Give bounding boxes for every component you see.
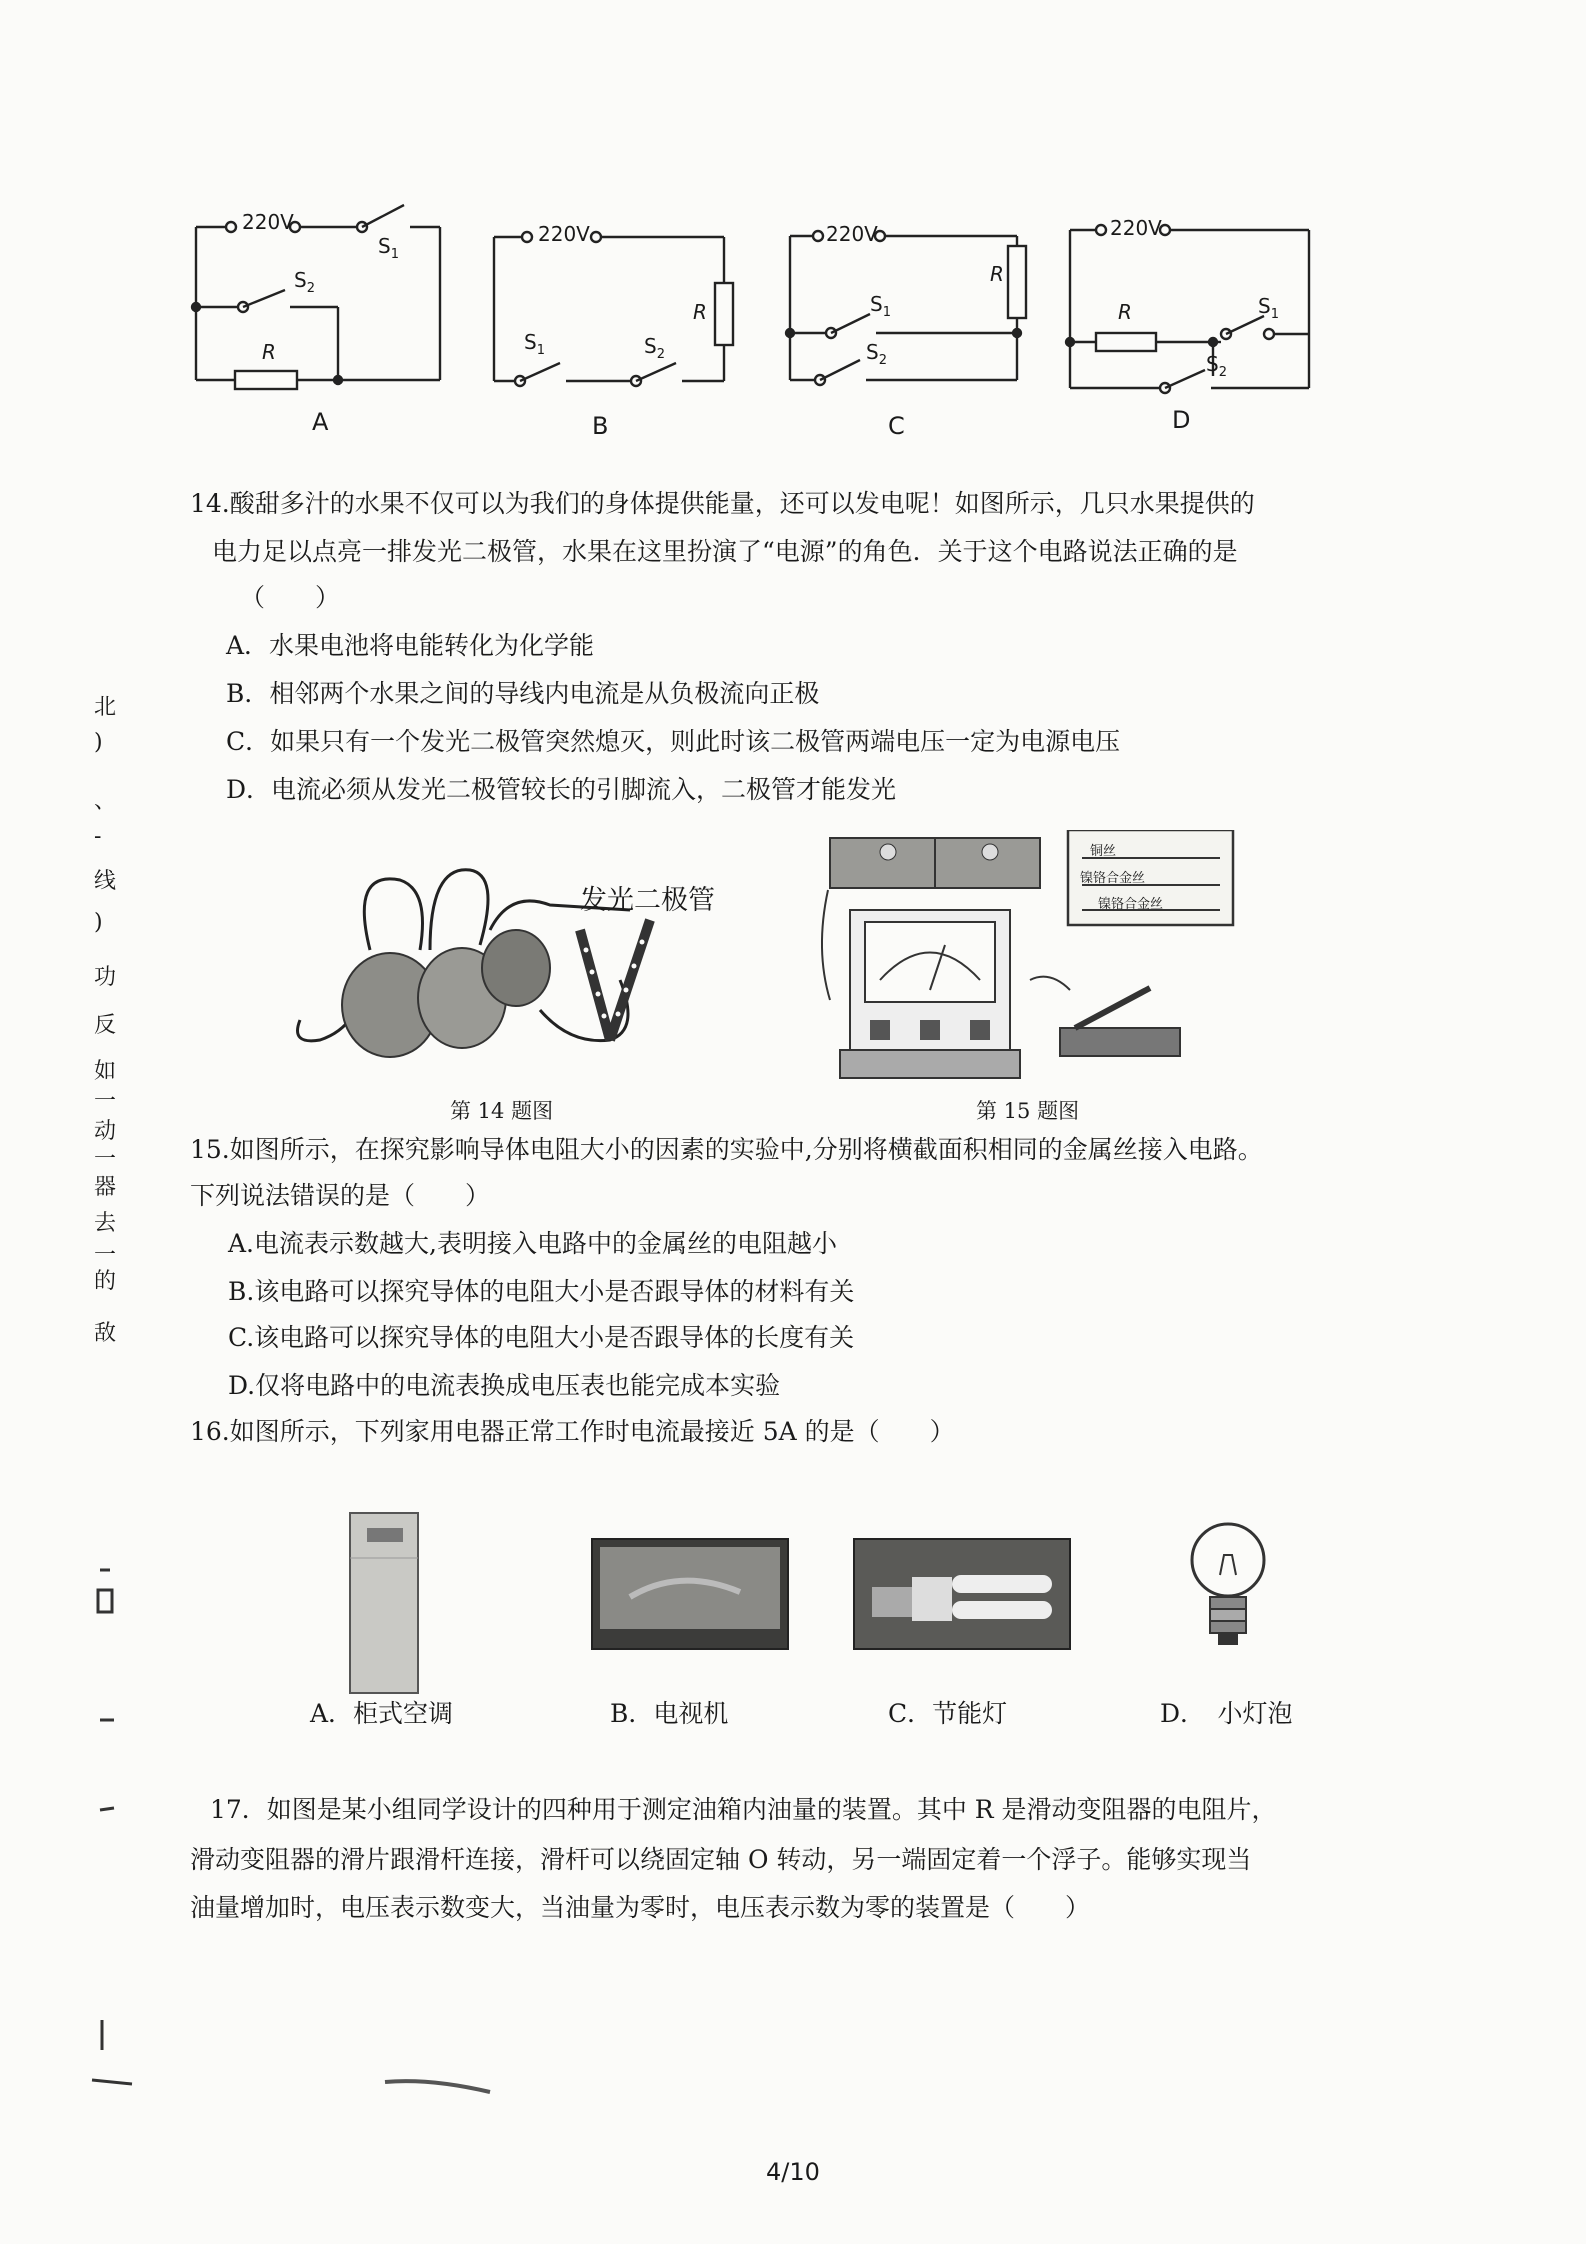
circuit-a-voltage: 220V <box>242 210 294 234</box>
margin-mark: 反 <box>94 1013 117 1038</box>
circuit-c <box>786 231 1026 385</box>
margin-mark: 、 <box>94 789 117 814</box>
q17-stem-line3: 油量增加时，电压表示数变大，当油量为零时，电压表示数为零的装置是（ ） <box>190 1893 1091 1922</box>
circuit-c-r: R <box>990 262 1004 286</box>
circuit-c-label: C <box>888 412 905 440</box>
q15-option-b: B.该电路可以探究导体的电阻大小是否跟导体的材料有关 <box>228 1277 855 1306</box>
q14-option-d: D．电流必须从发光二极管较长的引脚流入，二极管才能发光 <box>226 775 897 804</box>
margin-mark: 一 <box>94 1243 117 1268</box>
margin-mark: ) <box>94 730 103 755</box>
energy-saving-lamp-image <box>852 1537 1072 1652</box>
margin-mark: 去 <box>94 1211 117 1236</box>
q16-caption-c: C．节能灯 <box>888 1699 1008 1728</box>
q15-stem-line1: 15.如图所示，在探究影响导体电阻大小的因素的实验中,分别将横截面积相同的金属丝接入电路。 <box>190 1135 1263 1164</box>
circuit-a-label: A <box>312 408 329 436</box>
circuit-c-s2: $S_2$ <box>866 340 887 368</box>
margin-mark: 线 <box>94 869 117 894</box>
circuit-b-s1: $S_1$ <box>524 330 545 358</box>
led-label: 发光二极管 <box>580 885 715 916</box>
page-number: 4/10 <box>766 2158 820 2186</box>
battery-pack-icon <box>830 838 1040 888</box>
margin-mark: 器 <box>94 1175 117 1200</box>
board-wire-1: 铜丝 <box>1090 844 1117 859</box>
q16-caption-a: A．柜式空调 <box>310 1699 454 1728</box>
q15-option-a: A.电流表示数越大,表明接入电路中的金属丝的电阻越小 <box>228 1229 837 1258</box>
fruit-3-icon <box>482 930 550 1006</box>
ammeter-icon <box>840 910 1020 1078</box>
q16-caption-b: B．电视机 <box>610 1699 729 1728</box>
air-conditioner-image <box>345 1508 425 1698</box>
circuit-d-s2: $S_2$ <box>1206 352 1227 380</box>
margin-scan-marks <box>80 1560 200 2120</box>
margin-mark: 如 <box>94 1059 117 1084</box>
circuit-b-voltage: 220V <box>538 222 590 246</box>
q16-caption-d: D． 小灯泡 <box>1160 1699 1293 1728</box>
margin-mark: - <box>94 824 102 849</box>
circuit-a-s1: $S_1$ <box>378 234 399 262</box>
q15-option-d: D.仅将电路中的电流表换成电压表也能完成本实验 <box>228 1371 781 1400</box>
circuit-c-s1: $S_1$ <box>870 292 891 320</box>
margin-mark: 一 <box>94 1089 117 1114</box>
q14-figure-caption: 第 14 题图 <box>450 1099 554 1123</box>
small-bulb-image <box>1188 1515 1268 1665</box>
q14-stem-line2: 电力足以点亮一排发光二极管，水果在这里扮演了“电源”的角色．关于这个电路说法正确的是 <box>212 537 1238 566</box>
circuit-b-label: B <box>592 412 609 440</box>
circuit-a-s2: $S_2$ <box>294 268 315 296</box>
television-image <box>590 1537 790 1652</box>
circuit-a <box>192 205 440 389</box>
q15-stem-line2: 下列说法错误的是（ ） <box>190 1181 491 1210</box>
q15-option-c: C.该电路可以探究导体的电阻大小是否跟导体的长度有关 <box>228 1323 855 1352</box>
circuit-c-voltage: 220V <box>826 222 878 246</box>
q16-stem-line1: 16.如图所示，下列家用电器正常工作时电流最接近 5A 的是（ ） <box>190 1417 955 1446</box>
q14-option-c: C．如果只有一个发光二极管突然熄灭，则此时该二极管两端电压一定为电源电压 <box>226 727 1121 756</box>
circuit-a-r: R <box>262 340 276 364</box>
margin-mark: 功 <box>94 965 117 990</box>
q14-option-a: A．水果电池将电能转化为化学能 <box>226 631 595 660</box>
board-wire-2: 镍铬合金丝 <box>1080 871 1146 886</box>
margin-mark: 一 <box>94 1147 117 1172</box>
circuit-b-s2: $S_2$ <box>644 334 665 362</box>
q17-stem-line1: 17．如图是某小组同学设计的四种用于测定油箱内油量的装置。其中 R 是滑动变阻器的电阻片， <box>210 1795 1277 1824</box>
q14-stem-line1: 14.酸甜多汁的水果不仅可以为我们的身体提供能量，还可以发电呢！如图所示，几只水果提供的 <box>190 489 1255 518</box>
circuit-b-r: R <box>693 300 707 324</box>
scan-stroke <box>380 2070 500 2100</box>
q17-stem-line2: 滑动变阻器的滑片跟滑杆连接，滑杆可以绕固定轴 O 转动，另一端固定着一个浮子。能够实现当 <box>190 1845 1252 1874</box>
margin-mark: 敌 <box>94 1321 117 1346</box>
knife-switch-icon <box>1030 977 1180 1056</box>
resistance-experiment-figure <box>810 830 1240 1090</box>
q14-option-b: B．相邻两个水果之间的导线内电流是从负极流向正极 <box>226 679 820 708</box>
circuit-d-s1: $S_1$ <box>1258 294 1279 322</box>
circuit-d-label: D <box>1172 406 1191 434</box>
board-wire-3: 镍铬合金丝 <box>1098 897 1164 912</box>
margin-mark: 动 <box>94 1119 117 1144</box>
q14-answer-paren: （ ） <box>240 583 341 612</box>
led-strip-icon <box>580 920 650 1040</box>
margin-mark: ) <box>94 910 103 935</box>
margin-mark: 的 <box>94 1269 117 1294</box>
circuit-d-voltage: 220V <box>1110 216 1162 240</box>
margin-mark: 北 <box>94 695 117 720</box>
circuit-d-r: R <box>1118 300 1132 324</box>
left-margin-marks <box>94 690 124 1356</box>
circuit-diagrams <box>0 0 1586 460</box>
q15-figure-caption: 第 15 题图 <box>976 1099 1080 1123</box>
